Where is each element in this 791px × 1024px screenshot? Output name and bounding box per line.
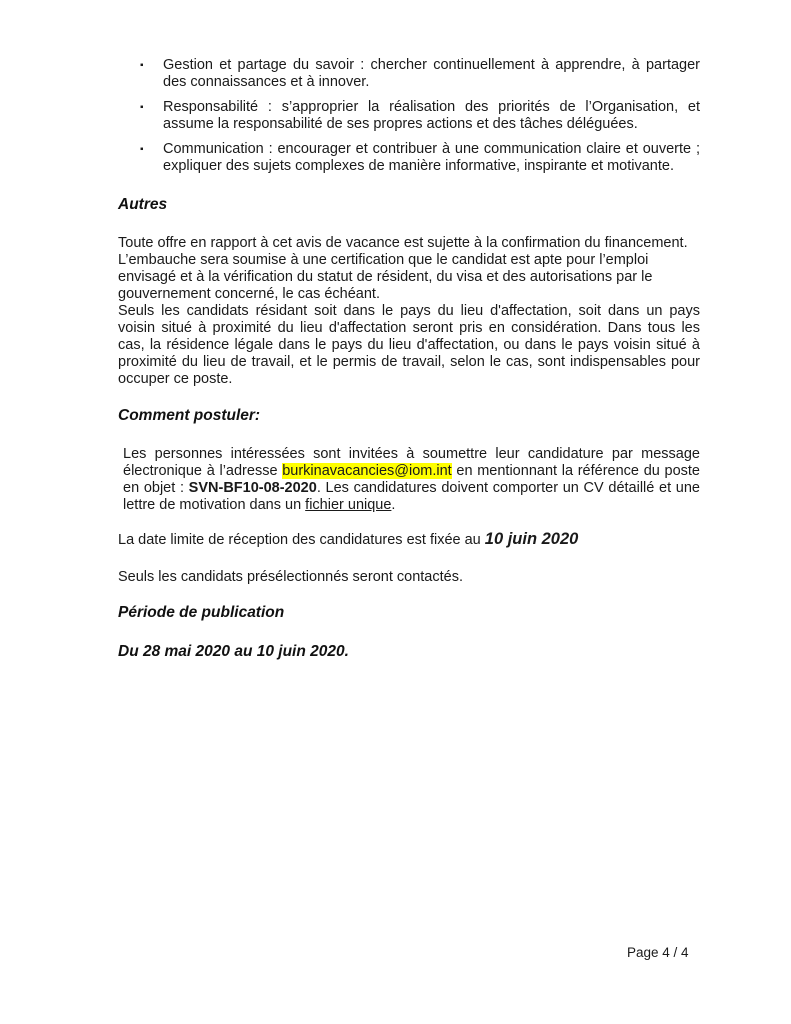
deadline-date: 10 juin 2020 [484,530,579,548]
comment-postuler-heading: Comment postuler: [118,407,261,424]
bullet-text: Communication : encourager et contribuer à une communication claire et ouverte ; expliquer des sujets complexes de manière informative, inspirante et motivante. [163,141,700,174]
email-address-highlighted: burkinavacancies@iom.int [282,463,452,479]
bullet-square-icon: ▪ [140,102,144,113]
bullet-text: Responsabilité : s’approprier la réalisation des priorités de l’Organisation, et assume la responsabilité de ses propres actions et des tâches déléguées. [163,99,700,132]
deadline-line [118,530,700,550]
deadline-prefix-text: La date limite de réception des candidatures est fixée au [118,532,485,548]
bullet-text: Gestion et partage du savoir : chercher continuellement à apprendre, à partager des connaissances et à innover. [163,57,700,90]
page-number: Page 4 / 4 [627,945,689,960]
bullet-item-communication [118,141,700,175]
bullet-square-icon: ▪ [140,60,144,71]
bullet-square-icon: ▪ [140,144,144,155]
fichier-unique-underlined: fichier unique [305,497,392,513]
application-intro-text: Les personnes intéressées sont invitées à soumettre leur candidature par message électronique à l’adresse [123,446,700,479]
funding-paragraph: Toute offre en rapport à cet avis de vacance est sujette à la confirmation du financement. L’embauche sera soumise à une certification que le candidat est apte pour l’emploi envisagé et à la vérification du statut de résident, du visa et des autorisations par le gouvernement concerné, le cas échéant. [118,235,688,302]
periode-publication-heading: Période de publication [118,604,285,621]
application-mid-text: en mentionnant la référence du poste en objet : [123,463,700,496]
autres-heading: Autres [118,196,168,213]
bullet-item-responsabilite [118,99,700,133]
shortlist-note: Seuls les candidats présélectionnés seront contactés. [118,569,463,585]
residency-paragraph: Seuls les candidats résidant soit dans le pays du lieu d'affectation, soit dans un pays voisin situé à proximité du lieu d'affectation seront pris en considération. Dans tous les cas, la résidence légale dans le pays du lieu d'affectation, ou dans le pays voisin situé à proximité du lieu de travail, et le permis de travail, selon le cas, sont indispensables pour occuper ce poste. [118,303,700,387]
bullet-item-gestion-savoir [118,57,700,91]
application-cv-text: . Les candidatures doivent comporter un CV détaillé et une lettre de motivation dans un [123,480,700,513]
competencies-bullet-list [118,57,700,175]
vacancy-reference: SVN-BF10-08-2020 [188,480,317,496]
publication-dates: Du 28 mai 2020 au 10 juin 2020. [118,643,349,660]
application-paragraph [118,446,700,514]
application-end-punctuation: . [391,497,396,513]
